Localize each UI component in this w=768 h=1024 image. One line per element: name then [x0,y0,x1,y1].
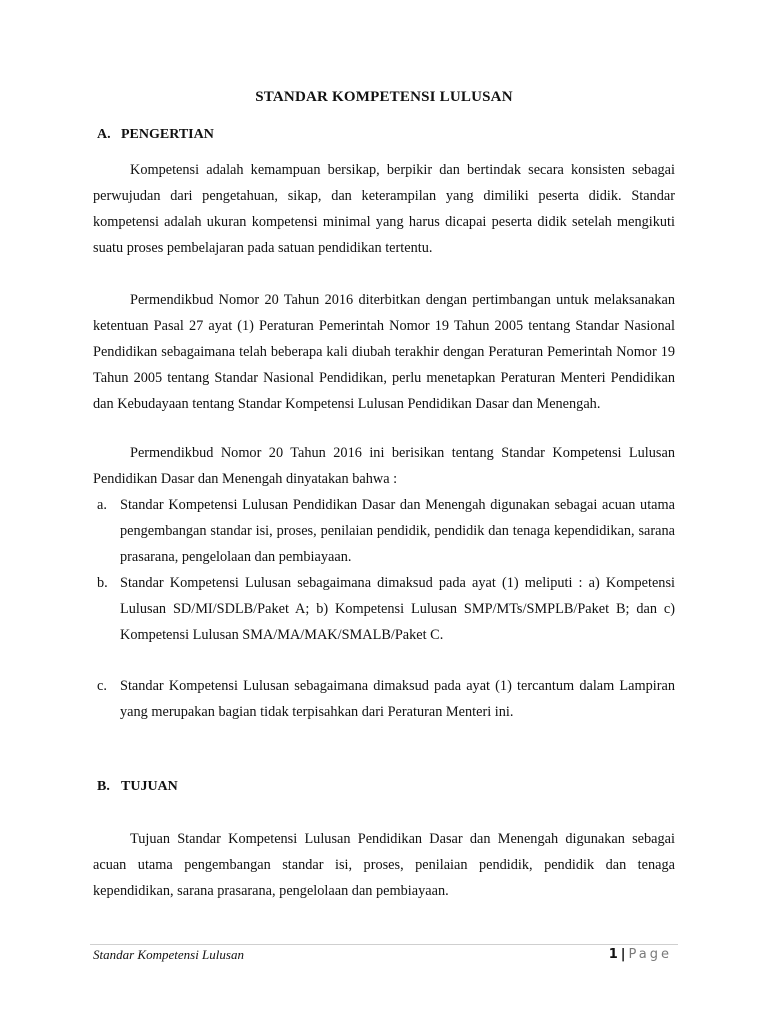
section-a-title: PENGERTIAN [121,127,214,142]
section-b-title: TUJUAN [121,779,178,794]
page-label: Page [628,947,672,962]
list-text: Standar Kompetensi Lulusan Pendidikan Dasar dan Menengah digunakan sebagai acuan utama pengembangan standar isi, proses, penilaian pendidik, pendidik dan tenaga kependidikan, sarana prasarana, pengelolaan dan pembiayaan. [120,497,675,565]
list-text: Standar Kompetensi Lulusan sebagaimana dimaksud pada ayat (1) meliputi : a) Kompetensi Lulusan SD/MI/SDLB/Paket A; b) Kompetensi Lulusan SMP/MTs/SMPLB/Paket B; dan c) Kompetensi Lulusan SMA/MA/MAK/SMALB/Paket C. [120,575,675,643]
section-a-paragraph-3: Permendikbud Nomor 20 Tahun 2016 ini berisikan tentang Standar Kompetensi Lulusan Pendidikan Dasar dan Menengah dinyatakan bahwa : [93,445,675,487]
page-title: STANDAR KOMPETENSI LULUSAN [255,89,513,105]
footer-document-title: Standar Kompetensi Lulusan [93,947,244,962]
list-marker: c. [97,678,107,694]
footer-divider [90,944,678,945]
section-b-paragraph-1: Tujuan Standar Kompetensi Lulusan Pendidikan Dasar dan Menengah digunakan sebagai acuan utama pengembangan standar isi, proses, penilaian pendidik, pendidik dan tenaga kependidikan, sarana prasarana, pengelolaan dan pembiayaan. [93,831,675,899]
list-marker: a. [97,497,107,513]
list-item-c [93,673,675,725]
list-text: Standar Kompetensi Lulusan sebagaimana dimaksud pada ayat (1) tercantum dalam Lampiran yang merupakan bagian tidak terpisahkan dari Peraturan Menteri ini. [120,678,675,720]
list-marker: b. [97,575,108,591]
footer-page-indicator [609,947,672,962]
section-a-letter: A. [97,127,111,142]
section-a-paragraph-1: Kompetensi adalah kemampuan bersikap, berpikir dan bertindak secara konsisten sebagai perwujudan dari pengetahuan, sikap, dan keterampilan yang dimiliki peserta didik. Standar kompetensi adalah ukuran kompetensi minimal yang harus dicapai peserta didik setelah mengikuti suatu proses pembelajaran pada satuan pendidikan tertentu. [93,162,675,256]
page-number: 1 [608,947,618,962]
section-a-heading [97,127,214,143]
section-a-paragraph-2: Permendikbud Nomor 20 Tahun 2016 diterbitkan dengan pertimbangan untuk melaksanakan ketentuan Pasal 27 ayat (1) Peraturan Pemerintah Nomor 19 Tahun 2005 tentang Standar Nasional Pendidikan sebagaimana telah beberapa kali diubah terakhir dengan Peraturan Pemerintah Nomor 19 Tahun 2005 tentang Standar Nasional Pendidikan, perlu menetapkan Peraturan Menteri Pendidikan dan Kebudayaan tentang Standar Kompetensi Lulusan Pendidikan Dasar dan Menengah. [93,292,675,412]
list-item-a [93,492,675,570]
section-b-letter: B. [97,779,110,794]
section-b-heading [97,779,178,795]
list-item-b [93,570,675,648]
page-separator: | [620,947,626,962]
